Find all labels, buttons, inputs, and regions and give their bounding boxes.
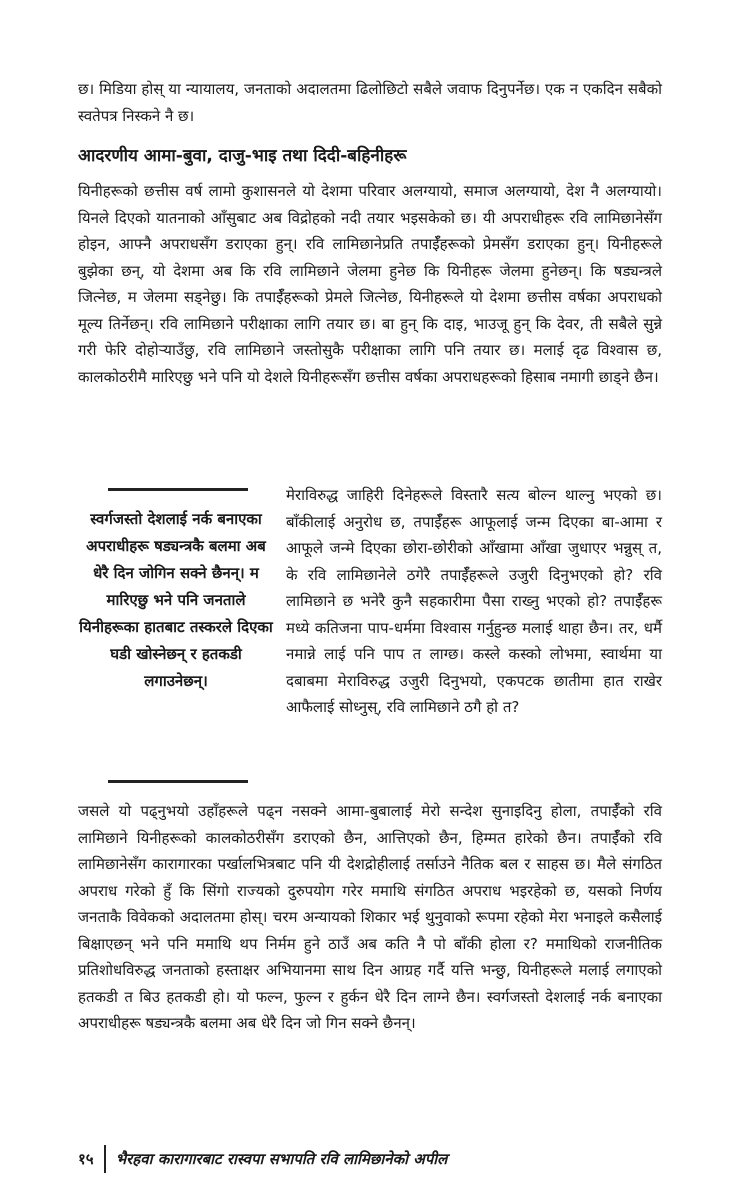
- page-number: १५: [78, 1150, 94, 1168]
- running-title: भैरहवा कारागारबाट रास्वपा सभापति रवि लामिछानेको अपील: [115, 1150, 448, 1168]
- footer-divider: [104, 1145, 106, 1173]
- body-paragraph-2: मेराविरुद्ध जाहिरी दिनेहरूले विस्तारै सत्य बोल्न थाल्नु भएको छ। बाँकीलाई अनुरोध छ, तपाईँहरू आफूलाई जन्म दिएका बा-आमा र आफूले जन्मे दिएका छोरा-छोरीको आँखामा आँखा जुधाएर भन्नुस् त, के रवि लामिछानेले ठगेरै तपाईँहरूले उजुरी दिनुभएको हो? रवि लामिछाने छ भनेरै कुनै सहकारीमा पैसा राख्नु भएको हो? तपाईँहरू मध्ये कतिजना पाप-धर्ममा विश्वास गर्नुहुन्छ मलाई थाहा छैन। तर, धर्मै नमान्ने लाई पनि पाप त लाग्छ। कस्ले कस्को लोभमा, स्वार्थमा या दबाबमा मेराविरुद्ध उजुरी दिनुभयो, एकपटक छातीमा हात राखेर आफैलाई सोध्नुस्, रवि लामिछाने ठगै हो त?: [286, 486, 662, 716]
- body-paragraph-1: यिनीहरूको छत्तीस वर्ष लामो कुशासनले यो देशमा परिवार अलग्यायो, समाज अलग्यायो, देश नै अलग्यायो। यिनले दिएको यातनाको आँसुबाट अब विद्रोहको नदी तयार भइसकेको छ। यी अपराधीहरू रवि लामिछानेसँग होइन, आफ्नै अपराधसँग डराएका हुन्। रवि लामिछानेप्रति तपाईँहरूको प्रेमसँग डराएका हुन्। यिनीहरूले बुझेका छन्, यो देशमा अब कि रवि लामिछाने जेलमा हुनेछ कि यिनीहरू जेलमा हुनेछन्। कि षड्यन्त्रले जित्नेछ, म जेलमा सड्नेछु। कि तपाईँहरूको प्रेमले जित्नेछ, यिनीहरूले यो देशमा छत्तीस वर्षका अपराधको मूल्य तिर्नेछन्। रवि लामिछाने परीक्षाका लागि तयार छ। बा हुन् कि दाइ, भाउजू हुन् कि देवर, ती सबैले सुन्ने गरी फेरि दोहोऱ्याउँछु, रवि लामिछाने जस्तोसुकै परीक्षाका लागि पनि तयार छ। मलाई दृढ विश्वास छ, कालकोठरीमै मारिएछु भने पनि यो देशले यिनीहरूसँग छत्तीस वर्षका अपराधहरूको हिसाब नमागी छाड्ने छैन।: [78, 182, 662, 386]
- intro-paragraph: छ। मिडिया होस् या न्यायालय, जनताको अदालतमा ढिलोछिटो सबैले जवाफ दिनुपर्नेछ। एक न एकदिन सबैको स्वतेपत्र निस्कने नै छ।: [78, 80, 662, 125]
- body-paragraph-3: जसले यो पढ्नुभयो उहाँहरूले पढ्न नसक्ने आमा-बुबालाई मेरो सन्देश सुनाइदिनु होला, तपाईँको रवि लामिछाने यिनीहरूको कालकोठरीसँग डराएको छैन, आत्तिएको छैन, हिम्मत हारेको छैन। तपाईँको रवि लामिछानेसँग कारागारका पर्खालभित्रबाट पनि यी देशद्रोहीलाई तर्साउने नैतिक बल र साहस छ। मैले संगठित अपराध गरेको हुँ कि सिंगो राज्यको दुरुपयोग गरेर ममाथि संगठित अपराध भइरहेको छ, यसको निर्णय जनताकै विवेकको अदालतमा होस्। चरम अन्यायको शिकार भई थुनुवाको रूपमा रहेको मेरा भनाइले कसैलाई बिक्षाएछन् भने पनि ममाथि थप निर्मम हुने ठाउँ अब कति नै पो बाँकी होला र? ममाथिको राजनीतिक प्रतिशोधविरुद्ध जनताको हस्ताक्षर अभियानमा साथ दिन आग्रह गर्दै यत्ति भन्छु, यिनीहरूले मलाई लगाएको हतकडी त बिउ हतकडी हो। यो फल्न, फुल्न र हुर्कन धेरै दिन लाग्ने छैन। स्वर्गजस्तो देशलाई नर्क बनाएका अपराधीहरू षड्यन्त्रकै बलमा अब धेरै दिन जो गिन सक्ने छैनन्।: [78, 802, 662, 1032]
- pull-quote-bottom-rule: [108, 780, 248, 783]
- pull-quote: स्वर्गजस्तो देशलाई नर्क बनाएका अपराधीहरू षड्यन्त्रकै बलमा अब धेरै दिन जोगिन सक्ने छैनन्। म मारिएछु भने पनि जनताले यिनीहरूका हातबाट तस्करले दिएका घडी खोस्नेछन् र हतकडी लगाउनेछन्।: [79, 510, 273, 690]
- section-heading: आदरणीय आमा-बुवा, दाजु-भाइ तथा दिदी-बहिनीहरू: [78, 146, 407, 166]
- page-footer: [78, 1145, 662, 1173]
- pull-quote-top-rule: [108, 488, 248, 491]
